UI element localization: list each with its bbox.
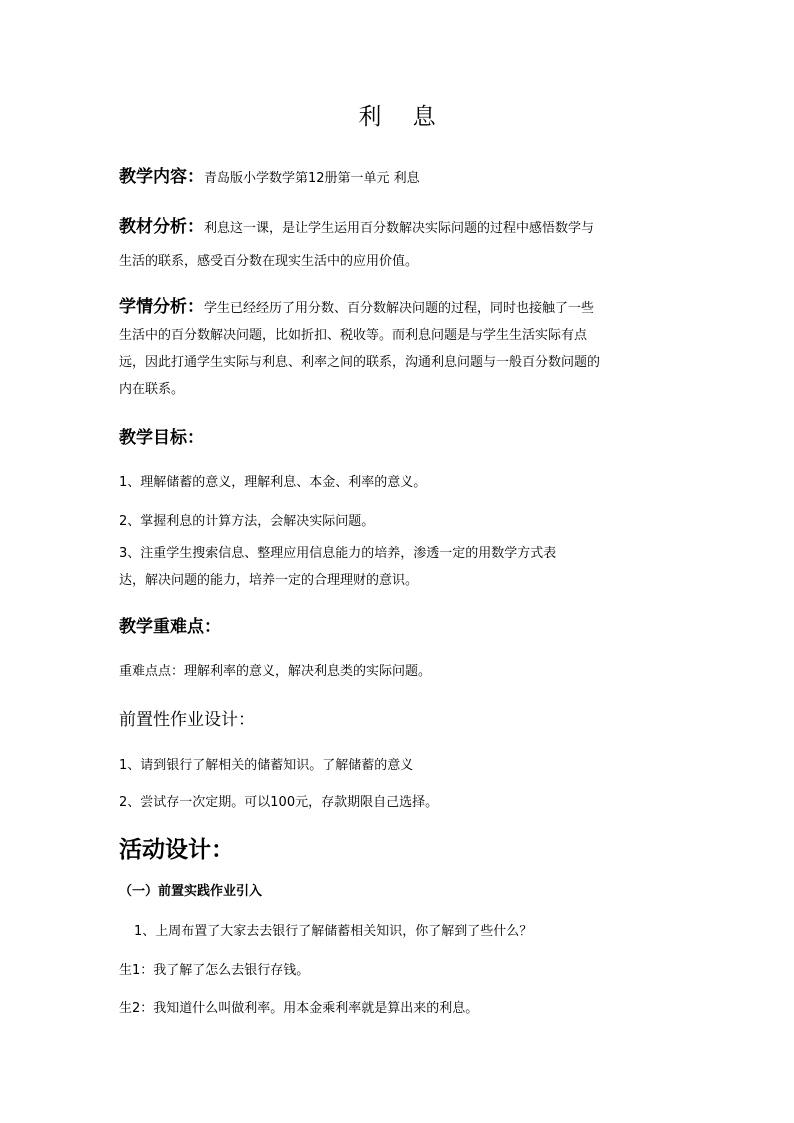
pre-homework-item-1: 1、请到银行了解相关的储蓄知识。了解储蓄的意义 (119, 758, 414, 773)
teaching-content-text: 青岛版小学数学第12册第一单元 利息 (204, 171, 420, 186)
goal-item-3-line-1: 3、注重学生搜索信息、整理应用信息能力的培养，渗透一定的用数学方式表 (119, 546, 557, 561)
activity-design-heading: 活动设计： (119, 837, 234, 863)
material-analysis-text-2: 生活的联系，感受百分数在现实生活中的应用价值。 (119, 254, 419, 269)
student-answer-1: 生1：我了解了怎么去银行存钱。 (119, 963, 310, 978)
goal-item-2: 2、掌握利息的计算方法，会解决实际问题。 (119, 514, 375, 529)
pre-homework-heading: 前置性作业设计： (119, 710, 255, 730)
goal-item-3 (119, 540, 679, 594)
student-answer-2: 生2：我知道什么叫做利率。用本金乘利率就是算出来的利息。 (119, 1001, 479, 1016)
key-points-heading: 教学重难点： (119, 617, 221, 637)
student-analysis-text-1: 学生已经经历了用分数、百分数解决问题的过程，同时也接触了一些 (204, 301, 595, 316)
key-points-text: 重难点点：理解利率的意义，解决利息类的实际问题。 (119, 664, 432, 679)
teaching-goals-heading: 教学目标： (119, 428, 204, 448)
goal-item-1: 1、理解储蓄的意义，理解利息、本金、利率的意义。 (119, 475, 427, 490)
activity-question-1: 1、上周布置了大家去去银行了解储蓄相关知识，你了解到了些什么？ (134, 924, 533, 939)
activity-section-1-heading: （一）前置实践作业引入 (119, 884, 263, 899)
material-analysis-text-1: 利息这一课，是让学生运用百分数解决实际问题的过程中感悟数学与 (204, 221, 595, 236)
teaching-content-line (119, 162, 679, 187)
pre-homework-item-2: 2、尝试存一次定期。可以100元，存款期限自己选择。 (119, 795, 439, 810)
document-title: 利 息 (358, 104, 448, 130)
student-analysis-label: 学情分析： (119, 297, 204, 317)
student-analysis-text-3: 远，因此打通学生实际与利息、利率之间的联系，沟通利息问题与一般百分数问题的 (119, 355, 601, 370)
student-analysis-text-4: 内在联系。 (119, 382, 185, 397)
student-analysis-paragraph (119, 294, 679, 403)
student-analysis-text-2: 生活中的百分数解决问题，比如折扣、税收等。而利息问题是与学生生活实际有点 (119, 328, 588, 343)
goal-item-3-line-2: 达，解决问题的能力，培养一定的合理理财的意识。 (119, 573, 419, 588)
material-analysis-paragraph (119, 214, 679, 275)
material-analysis-label: 教材分析： (119, 217, 204, 237)
teaching-content-label: 教学内容： (119, 167, 204, 187)
